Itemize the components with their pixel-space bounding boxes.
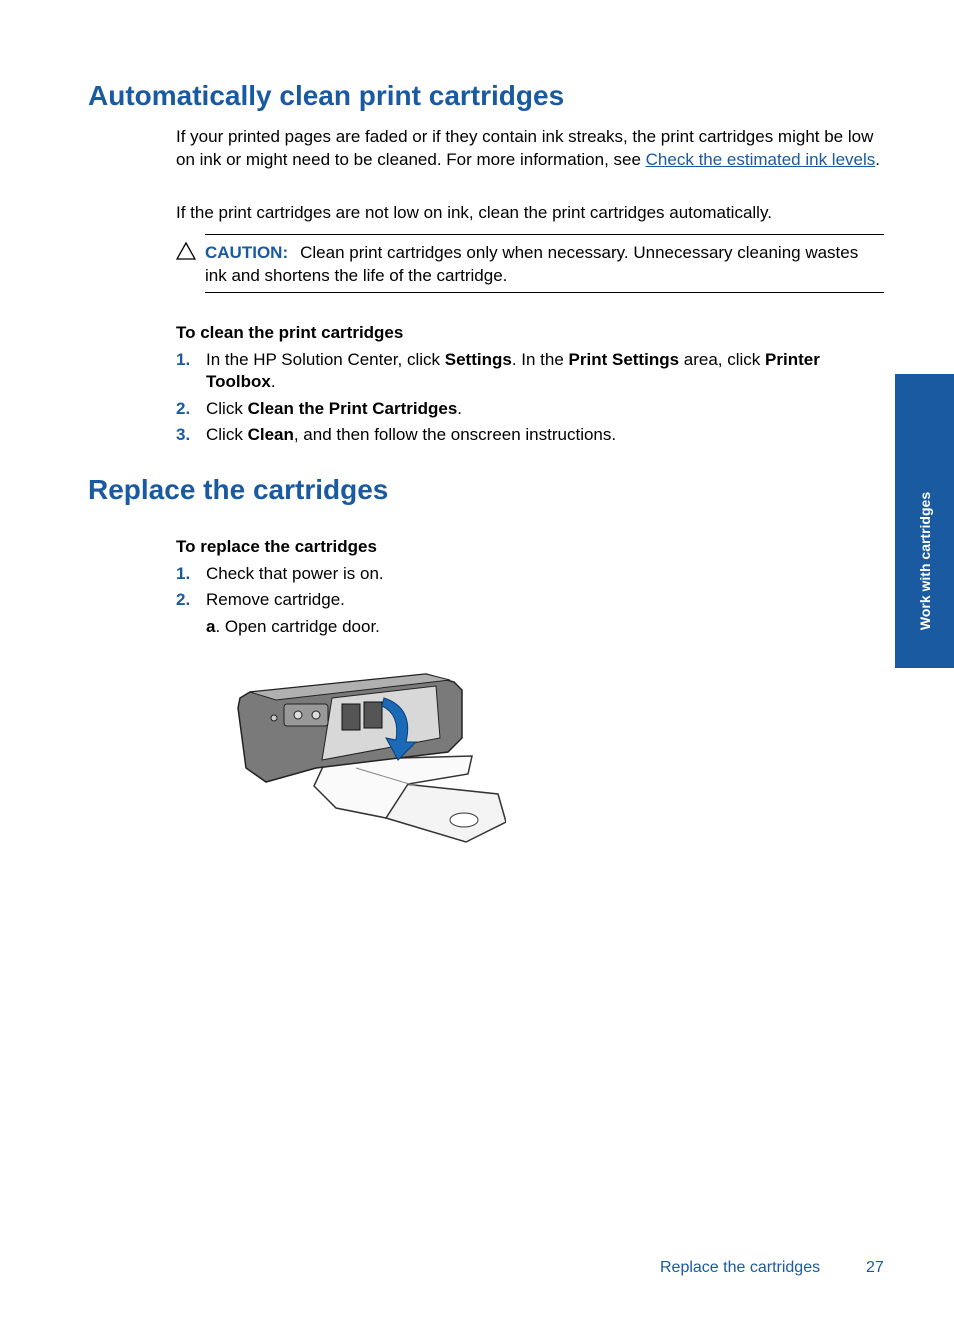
caution-label: CAUTION: (205, 243, 289, 262)
step-number: 3. (176, 425, 191, 444)
intro-end: . (875, 149, 880, 169)
footer-page-number: 27 (866, 1259, 884, 1276)
printer-illustration (236, 668, 506, 844)
footer-section-name: Replace the cartridges (660, 1259, 821, 1276)
step-text: Remove cartridge. (206, 590, 345, 609)
caution-text (205, 242, 865, 287)
step-number: 2. (176, 590, 191, 609)
replace-step-1 (176, 563, 886, 585)
printer-toolbox-term: Printer Toolbox (206, 350, 820, 391)
ink-levels-link[interactable]: Check the estimated ink levels (645, 149, 876, 169)
substep-text: . Open cartridge door. (215, 617, 380, 636)
intro-text: If your printed pages are faded or if they contain ink streaks, the print cartridges might be low on ink or might need to be cleaned. For more information, see (176, 127, 874, 169)
caution-body: Clean print cartridges only when necessary. Unnecessary cleaning wastes ink and shortens the life of the cartridge. (205, 243, 859, 285)
page-heading-clean: Automatically clean print cartridges (88, 80, 565, 111)
clean-step-1 (176, 349, 886, 393)
step-number: 2. (176, 399, 191, 418)
side-tab-label: Work with cartridges (916, 491, 933, 631)
replace-procedure-title: To replace the cartridges (176, 537, 377, 556)
clean-term: Clean (247, 425, 294, 444)
step-text: Click Clean, and then follow the onscreen instructions. (206, 425, 617, 444)
print-settings-term: Print Settings (568, 350, 680, 369)
step-text: Click Clean the Print Cartridges. (206, 399, 463, 418)
intro-paragraph (176, 126, 888, 171)
page-heading-replace: Replace the cartridges (88, 474, 389, 505)
caution-bottom-rule (205, 292, 884, 293)
step-text: Check that power is on. (206, 564, 384, 583)
caution-box (176, 234, 884, 293)
clean-cartridges-term: Clean the Print Cartridges (247, 399, 458, 418)
replace-step-2 (176, 589, 886, 611)
step-text: In the HP Solution Center, click Settings. In the Print Settings area, click Printer Toolbox. (206, 350, 820, 391)
clean-procedure-title: To clean the print cartridges (176, 323, 404, 342)
settings-term: Settings (444, 350, 512, 369)
step-number: 1. (176, 564, 191, 583)
low-ink-paragraph: If the print cartridges are not low on ink, clean the print cartridges automatically. (176, 203, 772, 222)
clean-step-2 (176, 398, 886, 420)
step-number: 1. (176, 350, 191, 369)
warning-triangle-icon (176, 241, 196, 261)
caution-top-rule (205, 234, 884, 235)
substep-letter: a (206, 617, 216, 636)
side-tab (895, 374, 954, 668)
replace-substep-a (206, 616, 380, 638)
clean-step-3 (176, 424, 886, 446)
